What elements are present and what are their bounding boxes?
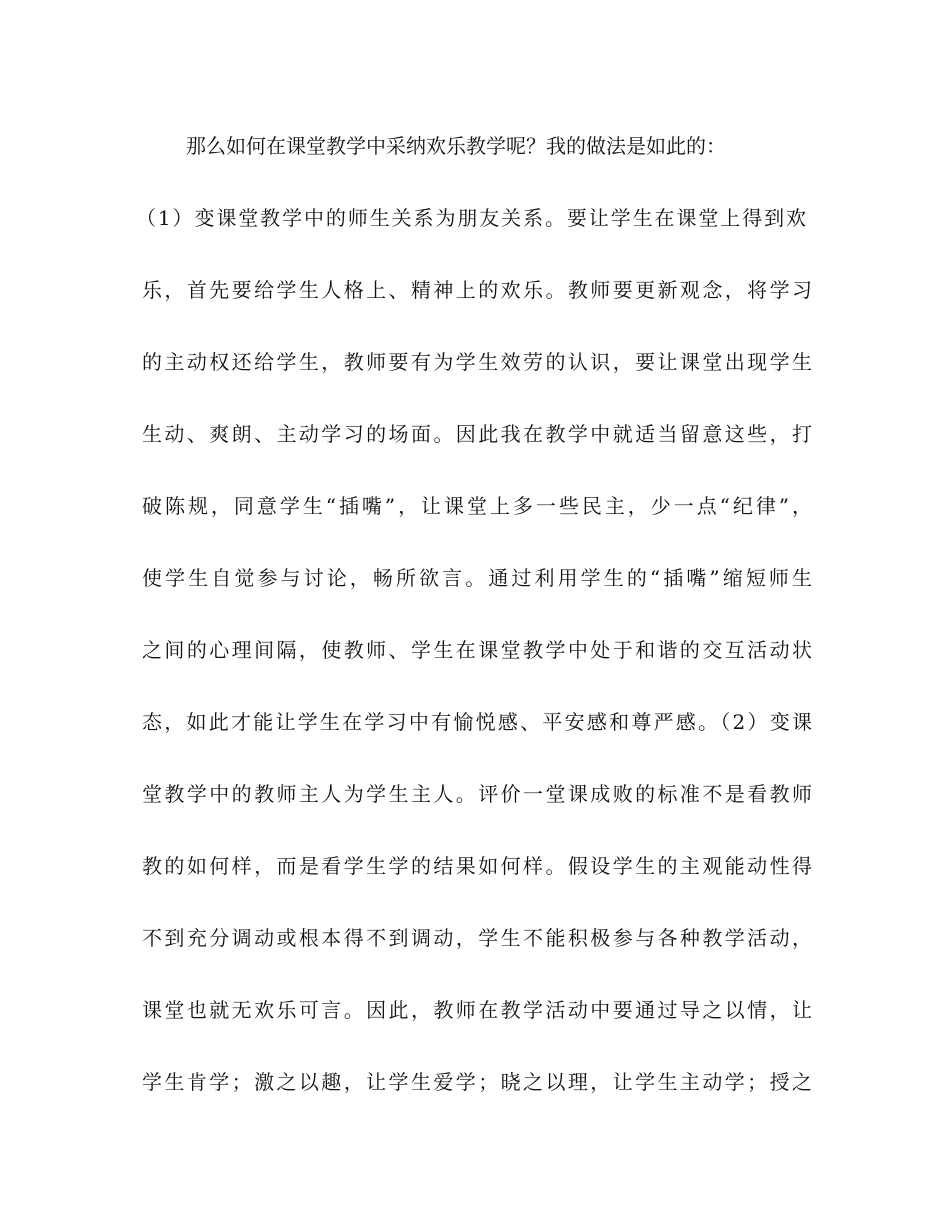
paragraph-line: 课堂也就无欢乐可言。因此，教师在教学活动中要通过导之以情，让 bbox=[142, 998, 812, 1022]
paragraph-line: 那么如何在课堂教学中采纳欢乐教学呢？我的做法是如此的： bbox=[186, 134, 726, 158]
paragraph-line: 破陈规，同意学生“插嘴”，让课堂上多一些民主，少一点“纪律”， bbox=[142, 494, 812, 518]
paragraph-line: 不到充分调动或根本得不到调动，学生不能积极参与各种教学活动， bbox=[142, 926, 812, 950]
paragraph-line: 乐，首先要给学生人格上、精神上的欢乐。教师要更新观念，将学习 bbox=[142, 278, 812, 302]
paragraph-line: 的主动权还给学生，教师要有为学生效劳的认识，要让课堂出现学生 bbox=[142, 350, 812, 374]
paragraph-line: 教的如何样，而是看学生学的结果如何样。假设学生的主观能动性得 bbox=[142, 854, 812, 878]
paragraph-line: 堂教学中的教师主人为学生主人。评价一堂课成败的标准不是看教师 bbox=[142, 782, 812, 806]
paragraph-line: 学生肯学；激之以趣，让学生爱学；晓之以理，让学生主动学；授之 bbox=[142, 1070, 812, 1094]
paragraph-line: 使学生自觉参与讨论，畅所欲言。通过利用学生的“插嘴”缩短师生 bbox=[142, 566, 812, 590]
paragraph-line: 生动、爽朗、主动学习的场面。因此我在教学中就适当留意这些，打 bbox=[142, 422, 812, 446]
paragraph-line: （1）变课堂教学中的师生关系为朋友关系。要让学生在课堂上得到欢 bbox=[136, 206, 806, 230]
paragraph-line: 之间的心理间隔，使教师、学生在课堂教学中处于和谐的交互活动状 bbox=[142, 638, 812, 662]
paragraph-line: 态，如此才能让学生在学习中有愉悦感、平安感和尊严感。（2）变课 bbox=[142, 710, 812, 734]
